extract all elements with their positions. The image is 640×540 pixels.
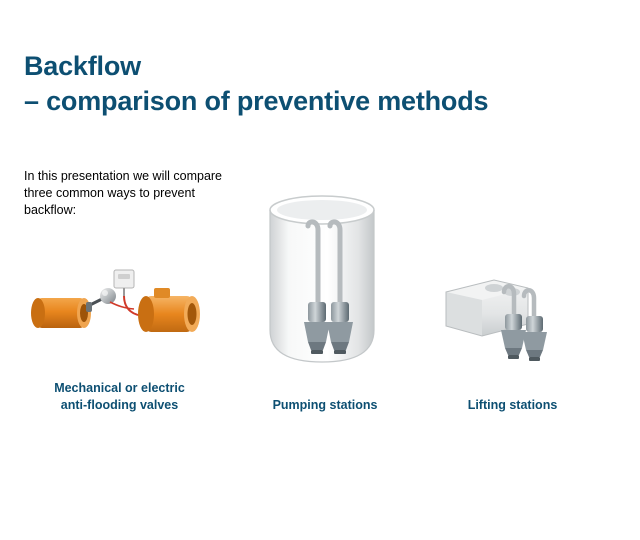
valve-control-box — [114, 270, 134, 296]
caption-pumping-stations: Pumping stations — [272, 398, 378, 412]
intro-paragraph: In this presentation we will compare three common ways to prevent backflow: — [24, 169, 223, 217]
title-line-1: Backflow — [24, 51, 141, 81]
caption-valves-line-2: anti-flooding valves — [60, 398, 179, 412]
page-title — [24, 50, 624, 118]
caption-valves-line-1: Mechanical or electric — [54, 381, 185, 395]
anti-flooding-valves-illustration — [30, 262, 215, 367]
pumping-station-illustration — [252, 190, 392, 375]
electric-valve-body — [138, 288, 200, 332]
caption-lifting-stations: Lifting stations — [467, 398, 558, 412]
valve-float-arm — [86, 288, 116, 312]
mechanical-valve-body — [31, 298, 91, 328]
caption-anti-flooding-valves — [12, 380, 227, 414]
title-line-2: – comparison of preventive methods — [24, 86, 489, 116]
lifting-station-illustration — [440, 262, 570, 372]
